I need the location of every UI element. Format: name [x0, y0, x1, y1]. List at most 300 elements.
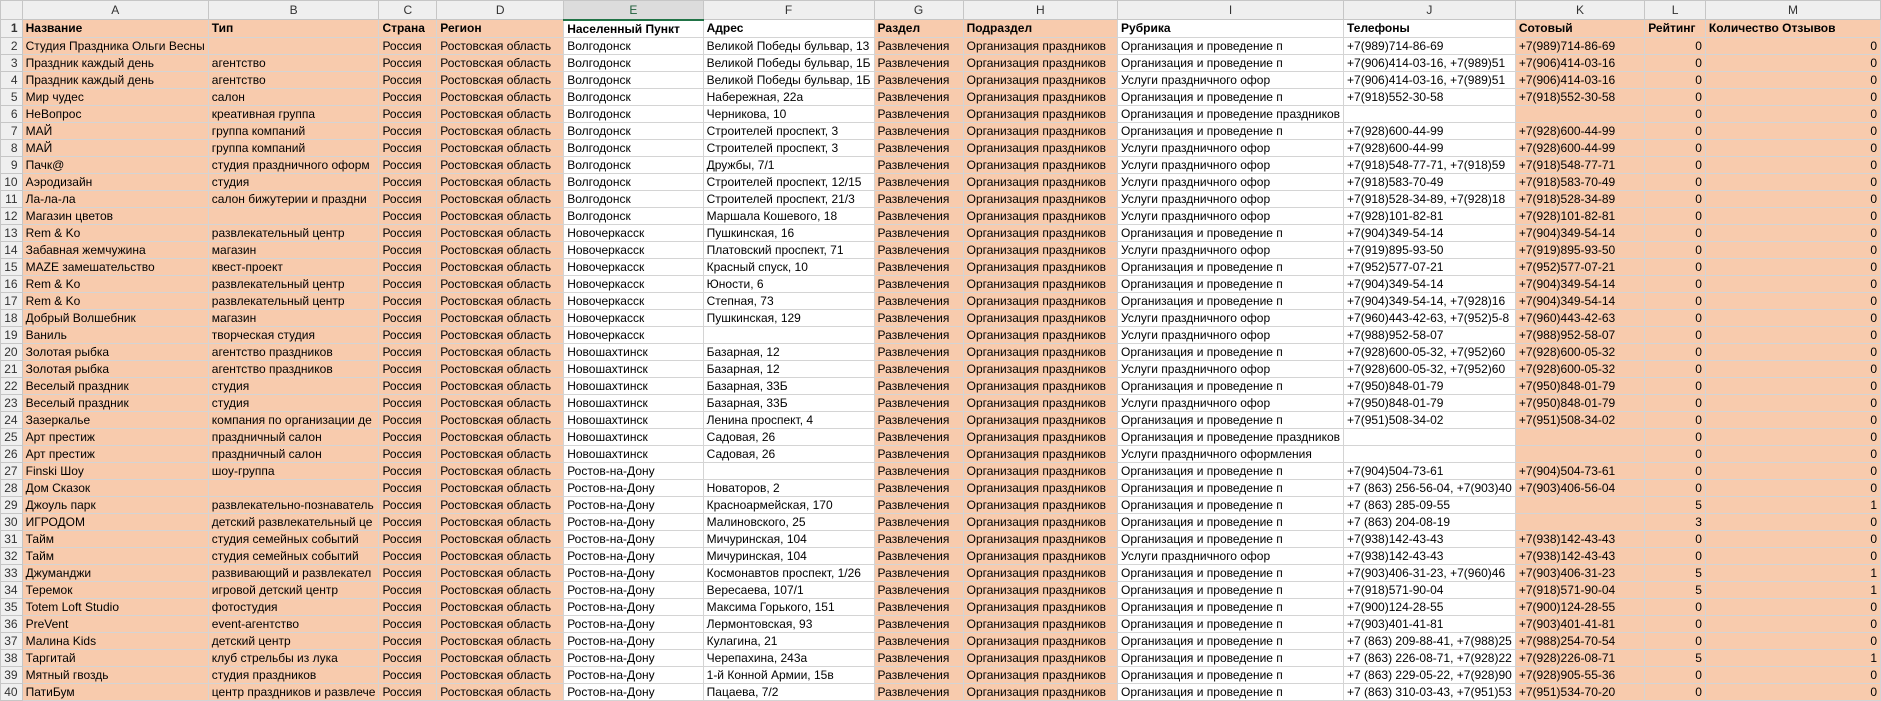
- cell-j[interactable]: +7(904)349-54-14: [1344, 275, 1516, 292]
- cell-e[interactable]: Ростов-на-Дону: [564, 632, 703, 649]
- cell-j[interactable]: +7(918)548-77-71, +7(918)59: [1344, 156, 1516, 173]
- cell-a[interactable]: Мятный гвоздь: [22, 666, 208, 683]
- cell-k[interactable]: +7(928)600-05-32: [1515, 343, 1644, 360]
- cell-d[interactable]: Ростовская область: [437, 105, 564, 122]
- cell-e[interactable]: Ростов-на-Дону: [564, 462, 703, 479]
- cell-k[interactable]: +7(950)848-01-79: [1515, 394, 1644, 411]
- cell-i[interactable]: Услуги праздничного оформления: [1118, 445, 1344, 462]
- column-header-b[interactable]: B: [208, 1, 379, 20]
- cell-g[interactable]: Развлечения: [874, 156, 963, 173]
- cell-g[interactable]: Развлечения: [874, 360, 963, 377]
- cell-d[interactable]: Ростовская область: [437, 513, 564, 530]
- cell-e[interactable]: Волгодонск: [564, 139, 703, 156]
- cell-k[interactable]: +7(903)401-41-81: [1515, 615, 1644, 632]
- cell-f[interactable]: Великой Победы бульвар, 13: [703, 37, 874, 54]
- cell-f[interactable]: Красный спуск, 10: [703, 258, 874, 275]
- cell-l[interactable]: 0: [1645, 190, 1706, 207]
- cell-f[interactable]: Пушкинская, 16: [703, 224, 874, 241]
- cell-g[interactable]: Развлечения: [874, 564, 963, 581]
- cell-h[interactable]: Организация праздников: [963, 428, 1117, 445]
- cell-d[interactable]: Ростовская область: [437, 683, 564, 700]
- column-header-e[interactable]: E: [564, 1, 703, 20]
- column-header-a[interactable]: A: [22, 1, 208, 20]
- cell-i[interactable]: Организация и проведение п: [1118, 479, 1344, 496]
- cell-h[interactable]: Организация праздников: [963, 207, 1117, 224]
- cell-c[interactable]: Россия: [379, 428, 437, 445]
- cell-g[interactable]: Развлечения: [874, 530, 963, 547]
- cell-g[interactable]: Развлечения: [874, 190, 963, 207]
- cell-a[interactable]: Таргитай: [22, 649, 208, 666]
- cell-j[interactable]: +7(952)577-07-21: [1344, 258, 1516, 275]
- cell-m[interactable]: 0: [1705, 105, 1880, 122]
- row-number[interactable]: 21: [1, 360, 23, 377]
- cell-k[interactable]: +7(951)534-70-20: [1515, 683, 1644, 700]
- cell-b[interactable]: event-агентство: [208, 615, 379, 632]
- cell-j[interactable]: +7(918)583-70-49: [1344, 173, 1516, 190]
- cell-b[interactable]: студия семейных событий: [208, 547, 379, 564]
- cell-m[interactable]: 1: [1705, 496, 1880, 513]
- cell-d[interactable]: Ростовская область: [437, 207, 564, 224]
- cell-f[interactable]: Базарная, 33Б: [703, 377, 874, 394]
- cell-c[interactable]: Россия: [379, 343, 437, 360]
- cell-h[interactable]: Организация праздников: [963, 241, 1117, 258]
- cell-b[interactable]: квест-проект: [208, 258, 379, 275]
- cell-e[interactable]: Ростов-на-Дону: [564, 666, 703, 683]
- row-number[interactable]: 39: [1, 666, 23, 683]
- cell-b[interactable]: праздничный салон: [208, 428, 379, 445]
- column-title-cell[interactable]: Количество Отзывов: [1705, 20, 1880, 38]
- cell-d[interactable]: Ростовская область: [437, 615, 564, 632]
- cell-c[interactable]: Россия: [379, 411, 437, 428]
- row-number[interactable]: 7: [1, 122, 23, 139]
- column-title-cell[interactable]: Рубрика: [1118, 20, 1344, 38]
- cell-k[interactable]: +7(918)528-34-89: [1515, 190, 1644, 207]
- cell-e[interactable]: Новошахтинск: [564, 343, 703, 360]
- cell-c[interactable]: Россия: [379, 479, 437, 496]
- cell-f[interactable]: Строителей проспект, 21/3: [703, 190, 874, 207]
- column-title-cell[interactable]: Регион: [437, 20, 564, 38]
- column-header-h[interactable]: H: [963, 1, 1117, 20]
- row-number[interactable]: 33: [1, 564, 23, 581]
- cell-j[interactable]: +7 (863) 226-08-71, +7(928)22: [1344, 649, 1516, 666]
- cell-j[interactable]: +7(928)600-05-32, +7(952)60: [1344, 343, 1516, 360]
- cell-j[interactable]: [1344, 428, 1516, 445]
- cell-g[interactable]: Развлечения: [874, 139, 963, 156]
- cell-e[interactable]: Ростов-на-Дону: [564, 513, 703, 530]
- cell-g[interactable]: Развлечения: [874, 462, 963, 479]
- cell-j[interactable]: +7 (863) 285-09-55: [1344, 496, 1516, 513]
- cell-i[interactable]: Услуги праздничного офор: [1118, 156, 1344, 173]
- cell-k[interactable]: +7(938)142-43-43: [1515, 547, 1644, 564]
- cell-i[interactable]: Организация и проведение п: [1118, 37, 1344, 54]
- row-number[interactable]: 10: [1, 173, 23, 190]
- cell-j[interactable]: [1344, 105, 1516, 122]
- cell-i[interactable]: Организация и проведение п: [1118, 581, 1344, 598]
- cell-f[interactable]: Набережная, 22а: [703, 88, 874, 105]
- cell-m[interactable]: 0: [1705, 547, 1880, 564]
- cell-h[interactable]: Организация праздников: [963, 224, 1117, 241]
- cell-e[interactable]: Новошахтинск: [564, 394, 703, 411]
- cell-a[interactable]: ИГРОДОМ: [22, 513, 208, 530]
- cell-h[interactable]: Организация праздников: [963, 309, 1117, 326]
- cell-k[interactable]: +7(904)349-54-14: [1515, 224, 1644, 241]
- cell-h[interactable]: Организация праздников: [963, 394, 1117, 411]
- cell-d[interactable]: Ростовская область: [437, 632, 564, 649]
- cell-l[interactable]: 0: [1645, 37, 1706, 54]
- cell-l[interactable]: 5: [1645, 496, 1706, 513]
- cell-c[interactable]: Россия: [379, 598, 437, 615]
- row-number[interactable]: 16: [1, 275, 23, 292]
- cell-f[interactable]: Базарная, 33Б: [703, 394, 874, 411]
- cell-e[interactable]: Новошахтинск: [564, 377, 703, 394]
- cell-d[interactable]: Ростовская область: [437, 156, 564, 173]
- cell-d[interactable]: Ростовская область: [437, 581, 564, 598]
- cell-k[interactable]: +7(918)548-77-71: [1515, 156, 1644, 173]
- cell-b[interactable]: студия семейных событий: [208, 530, 379, 547]
- cell-e[interactable]: Ростов-на-Дону: [564, 564, 703, 581]
- cell-d[interactable]: Ростовская область: [437, 71, 564, 88]
- cell-m[interactable]: 0: [1705, 343, 1880, 360]
- cell-b[interactable]: креативная группа: [208, 105, 379, 122]
- cell-e[interactable]: Ростов-на-Дону: [564, 581, 703, 598]
- cell-i[interactable]: Организация и проведение п: [1118, 666, 1344, 683]
- cell-a[interactable]: Праздник каждый день: [22, 71, 208, 88]
- cell-f[interactable]: Черепахина, 243а: [703, 649, 874, 666]
- cell-h[interactable]: Организация праздников: [963, 632, 1117, 649]
- cell-a[interactable]: Rem & Ko: [22, 275, 208, 292]
- cell-a[interactable]: Finski Шоу: [22, 462, 208, 479]
- cell-f[interactable]: Великой Победы бульвар, 1Б: [703, 71, 874, 88]
- cell-e[interactable]: Волгодонск: [564, 88, 703, 105]
- cell-b[interactable]: группа компаний: [208, 139, 379, 156]
- cell-k[interactable]: +7(928)600-44-99: [1515, 122, 1644, 139]
- cell-d[interactable]: Ростовская область: [437, 326, 564, 343]
- cell-j[interactable]: +7(903)401-41-81: [1344, 615, 1516, 632]
- cell-m[interactable]: 0: [1705, 445, 1880, 462]
- cell-m[interactable]: 0: [1705, 71, 1880, 88]
- cell-e[interactable]: Ростов-на-Дону: [564, 496, 703, 513]
- cell-b[interactable]: [208, 207, 379, 224]
- cell-h[interactable]: Организация праздников: [963, 37, 1117, 54]
- cell-g[interactable]: Развлечения: [874, 173, 963, 190]
- cell-c[interactable]: Россия: [379, 496, 437, 513]
- cell-a[interactable]: Rem & Ko: [22, 292, 208, 309]
- cell-h[interactable]: Организация праздников: [963, 377, 1117, 394]
- row-number[interactable]: 26: [1, 445, 23, 462]
- cell-a[interactable]: Пачк@: [22, 156, 208, 173]
- row-number[interactable]: 6: [1, 105, 23, 122]
- cell-i[interactable]: Организация и проведение п: [1118, 530, 1344, 547]
- cell-l[interactable]: 0: [1645, 326, 1706, 343]
- cell-b[interactable]: развлекательный центр: [208, 275, 379, 292]
- cell-m[interactable]: 0: [1705, 122, 1880, 139]
- cell-e[interactable]: Новочеркасск: [564, 224, 703, 241]
- cell-g[interactable]: Развлечения: [874, 54, 963, 71]
- cell-i[interactable]: Организация и проведение п: [1118, 224, 1344, 241]
- cell-j[interactable]: +7(903)406-31-23, +7(960)46: [1344, 564, 1516, 581]
- cell-i[interactable]: Организация и проведение п: [1118, 598, 1344, 615]
- cell-f[interactable]: 1-й Конной Армии, 15в: [703, 666, 874, 683]
- row-number[interactable]: 35: [1, 598, 23, 615]
- cell-g[interactable]: Развлечения: [874, 241, 963, 258]
- cell-m[interactable]: 0: [1705, 513, 1880, 530]
- cell-e[interactable]: Ростов-на-Дону: [564, 615, 703, 632]
- cell-j[interactable]: +7(904)504-73-61: [1344, 462, 1516, 479]
- row-number[interactable]: 8: [1, 139, 23, 156]
- cell-h[interactable]: Организация праздников: [963, 683, 1117, 700]
- cell-m[interactable]: 0: [1705, 462, 1880, 479]
- cell-f[interactable]: Красноармейская, 170: [703, 496, 874, 513]
- cell-l[interactable]: 5: [1645, 564, 1706, 581]
- cell-c[interactable]: Россия: [379, 615, 437, 632]
- cell-g[interactable]: Развлечения: [874, 683, 963, 700]
- cell-m[interactable]: 0: [1705, 598, 1880, 615]
- row-number[interactable]: 31: [1, 530, 23, 547]
- cell-m[interactable]: 0: [1705, 173, 1880, 190]
- cell-h[interactable]: Организация праздников: [963, 564, 1117, 581]
- row-number[interactable]: 2: [1, 37, 23, 54]
- cell-a[interactable]: Студия Праздника Ольги Весны: [22, 37, 208, 54]
- cell-i[interactable]: Услуги праздничного офор: [1118, 173, 1344, 190]
- row-number[interactable]: 5: [1, 88, 23, 105]
- cell-h[interactable]: Организация праздников: [963, 173, 1117, 190]
- cell-d[interactable]: Ростовская область: [437, 275, 564, 292]
- cell-d[interactable]: Ростовская область: [437, 309, 564, 326]
- cell-d[interactable]: Ростовская область: [437, 411, 564, 428]
- cell-i[interactable]: Организация и проведение п: [1118, 122, 1344, 139]
- cell-a[interactable]: Джуманджи: [22, 564, 208, 581]
- cell-g[interactable]: Развлечения: [874, 309, 963, 326]
- row-number[interactable]: 34: [1, 581, 23, 598]
- cell-g[interactable]: Развлечения: [874, 88, 963, 105]
- cell-f[interactable]: Малиновского, 25: [703, 513, 874, 530]
- cell-l[interactable]: 0: [1645, 462, 1706, 479]
- column-header-f[interactable]: F: [703, 1, 874, 20]
- cell-i[interactable]: Услуги праздничного офор: [1118, 71, 1344, 88]
- row-number[interactable]: 28: [1, 479, 23, 496]
- cell-i[interactable]: Услуги праздничного офор: [1118, 547, 1344, 564]
- cell-f[interactable]: Базарная, 12: [703, 360, 874, 377]
- cell-b[interactable]: [208, 479, 379, 496]
- cell-g[interactable]: Развлечения: [874, 224, 963, 241]
- cell-f[interactable]: Космонавтов проспект, 1/26: [703, 564, 874, 581]
- cell-j[interactable]: +7(928)101-82-81: [1344, 207, 1516, 224]
- cell-f[interactable]: Мичуринская, 104: [703, 530, 874, 547]
- cell-f[interactable]: Строителей проспект, 3: [703, 122, 874, 139]
- cell-b[interactable]: студия: [208, 394, 379, 411]
- column-title-cell[interactable]: Населенный Пункт: [564, 20, 703, 38]
- cell-j[interactable]: +7(904)349-54-14: [1344, 224, 1516, 241]
- row-number[interactable]: 15: [1, 258, 23, 275]
- row-number[interactable]: 3: [1, 54, 23, 71]
- cell-m[interactable]: 0: [1705, 241, 1880, 258]
- cell-f[interactable]: Кулагина, 21: [703, 632, 874, 649]
- cell-f[interactable]: Новаторов, 2: [703, 479, 874, 496]
- cell-i[interactable]: Организация и проведение п: [1118, 88, 1344, 105]
- cell-g[interactable]: Развлечения: [874, 105, 963, 122]
- cell-g[interactable]: Развлечения: [874, 394, 963, 411]
- cell-d[interactable]: Ростовская область: [437, 496, 564, 513]
- cell-d[interactable]: Ростовская область: [437, 394, 564, 411]
- cell-j[interactable]: +7(928)600-05-32, +7(952)60: [1344, 360, 1516, 377]
- cell-c[interactable]: Россия: [379, 173, 437, 190]
- cell-g[interactable]: Развлечения: [874, 496, 963, 513]
- cell-b[interactable]: агентство праздников: [208, 343, 379, 360]
- column-header-c[interactable]: C: [379, 1, 437, 20]
- cell-l[interactable]: 0: [1645, 241, 1706, 258]
- cell-a[interactable]: Дом Сказок: [22, 479, 208, 496]
- cell-f[interactable]: [703, 326, 874, 343]
- cell-b[interactable]: салон бижутерии и праздни: [208, 190, 379, 207]
- cell-a[interactable]: Добрый Волшебник: [22, 309, 208, 326]
- column-header-j[interactable]: J: [1344, 1, 1516, 20]
- cell-d[interactable]: Ростовская область: [437, 173, 564, 190]
- cell-j[interactable]: +7 (863) 229-05-22, +7(928)90: [1344, 666, 1516, 683]
- cell-g[interactable]: Развлечения: [874, 258, 963, 275]
- cell-b[interactable]: компания по организации де: [208, 411, 379, 428]
- cell-i[interactable]: Услуги праздничного офор: [1118, 190, 1344, 207]
- cell-c[interactable]: Россия: [379, 326, 437, 343]
- cell-i[interactable]: Организация и проведение п: [1118, 292, 1344, 309]
- cell-m[interactable]: 0: [1705, 632, 1880, 649]
- cell-e[interactable]: Волгодонск: [564, 173, 703, 190]
- cell-i[interactable]: Услуги праздничного офор: [1118, 241, 1344, 258]
- cell-g[interactable]: Развлечения: [874, 632, 963, 649]
- cell-k[interactable]: +7(988)952-58-07: [1515, 326, 1644, 343]
- cell-b[interactable]: агентство: [208, 54, 379, 71]
- cell-e[interactable]: Новочеркасск: [564, 309, 703, 326]
- cell-j[interactable]: +7(950)848-01-79: [1344, 377, 1516, 394]
- cell-l[interactable]: 0: [1645, 258, 1706, 275]
- cell-c[interactable]: Россия: [379, 649, 437, 666]
- cell-i[interactable]: Услуги праздничного офор: [1118, 360, 1344, 377]
- cell-f[interactable]: Пацаева, 7/2: [703, 683, 874, 700]
- cell-i[interactable]: Организация и проведение п: [1118, 462, 1344, 479]
- cell-i[interactable]: Услуги праздничного офор: [1118, 139, 1344, 156]
- cell-m[interactable]: 0: [1705, 530, 1880, 547]
- cell-j[interactable]: +7(951)508-34-02: [1344, 411, 1516, 428]
- cell-m[interactable]: 0: [1705, 683, 1880, 700]
- column-header-d[interactable]: D: [437, 1, 564, 20]
- cell-j[interactable]: +7(900)124-28-55: [1344, 598, 1516, 615]
- row-number[interactable]: 1: [1, 20, 23, 38]
- row-number[interactable]: 24: [1, 411, 23, 428]
- cell-g[interactable]: Развлечения: [874, 377, 963, 394]
- cell-m[interactable]: 1: [1705, 649, 1880, 666]
- cell-l[interactable]: 0: [1645, 207, 1706, 224]
- cell-b[interactable]: детский развлекательный це: [208, 513, 379, 530]
- cell-j[interactable]: +7(950)848-01-79: [1344, 394, 1516, 411]
- cell-e[interactable]: Новошахтинск: [564, 445, 703, 462]
- cell-h[interactable]: Организация праздников: [963, 343, 1117, 360]
- cell-j[interactable]: +7 (863) 204-08-19: [1344, 513, 1516, 530]
- row-number[interactable]: 18: [1, 309, 23, 326]
- column-title-cell[interactable]: Рейтинг: [1645, 20, 1706, 38]
- cell-j[interactable]: +7 (863) 310-03-43, +7(951)53: [1344, 683, 1516, 700]
- cell-k[interactable]: +7(918)552-30-58: [1515, 88, 1644, 105]
- cell-a[interactable]: Праздник каждый день: [22, 54, 208, 71]
- cell-k[interactable]: +7(918)583-70-49: [1515, 173, 1644, 190]
- cell-f[interactable]: Дружбы, 7/1: [703, 156, 874, 173]
- cell-k[interactable]: +7(900)124-28-55: [1515, 598, 1644, 615]
- cell-m[interactable]: 0: [1705, 258, 1880, 275]
- cell-i[interactable]: Организация и проведение п: [1118, 343, 1344, 360]
- cell-g[interactable]: Развлечения: [874, 343, 963, 360]
- cell-l[interactable]: 3: [1645, 513, 1706, 530]
- cell-l[interactable]: 0: [1645, 411, 1706, 428]
- cell-k[interactable]: +7(928)600-44-99: [1515, 139, 1644, 156]
- cell-d[interactable]: Ростовская область: [437, 377, 564, 394]
- cell-d[interactable]: Ростовская область: [437, 258, 564, 275]
- cell-i[interactable]: Организация и проведение праздников: [1118, 105, 1344, 122]
- column-title-cell[interactable]: Адрес: [703, 20, 874, 38]
- cell-l[interactable]: 0: [1645, 683, 1706, 700]
- cell-d[interactable]: Ростовская область: [437, 241, 564, 258]
- cell-k[interactable]: +7(904)504-73-61: [1515, 462, 1644, 479]
- cell-h[interactable]: Организация праздников: [963, 513, 1117, 530]
- cell-m[interactable]: 0: [1705, 37, 1880, 54]
- cell-g[interactable]: Развлечения: [874, 207, 963, 224]
- cell-b[interactable]: развлекательно-познаватель: [208, 496, 379, 513]
- cell-h[interactable]: Организация праздников: [963, 445, 1117, 462]
- cell-c[interactable]: Россия: [379, 241, 437, 258]
- cell-c[interactable]: Россия: [379, 37, 437, 54]
- cell-b[interactable]: студия: [208, 173, 379, 190]
- cell-k[interactable]: +7(928)600-05-32: [1515, 360, 1644, 377]
- cell-k[interactable]: +7(950)848-01-79: [1515, 377, 1644, 394]
- cell-g[interactable]: Развлечения: [874, 581, 963, 598]
- cell-g[interactable]: Развлечения: [874, 547, 963, 564]
- cell-d[interactable]: Ростовская область: [437, 666, 564, 683]
- cell-k[interactable]: +7(903)406-31-23: [1515, 564, 1644, 581]
- cell-l[interactable]: 0: [1645, 275, 1706, 292]
- cell-h[interactable]: Организация праздников: [963, 122, 1117, 139]
- cell-j[interactable]: +7(928)600-44-99: [1344, 122, 1516, 139]
- cell-d[interactable]: Ростовская область: [437, 224, 564, 241]
- row-number[interactable]: 32: [1, 547, 23, 564]
- cell-k[interactable]: [1515, 513, 1644, 530]
- cell-b[interactable]: праздничный салон: [208, 445, 379, 462]
- cell-e[interactable]: Волгодонск: [564, 122, 703, 139]
- cell-l[interactable]: 0: [1645, 445, 1706, 462]
- cell-m[interactable]: 0: [1705, 190, 1880, 207]
- cell-d[interactable]: Ростовская область: [437, 139, 564, 156]
- cell-d[interactable]: Ростовская область: [437, 428, 564, 445]
- cell-m[interactable]: 0: [1705, 139, 1880, 156]
- cell-i[interactable]: Организация и проведение п: [1118, 54, 1344, 71]
- cell-a[interactable]: Зазеркалье: [22, 411, 208, 428]
- cell-l[interactable]: 0: [1645, 428, 1706, 445]
- cell-a[interactable]: ПатиБум: [22, 683, 208, 700]
- cell-f[interactable]: Пушкинская, 129: [703, 309, 874, 326]
- cell-c[interactable]: Россия: [379, 71, 437, 88]
- cell-i[interactable]: Организация и проведение п: [1118, 632, 1344, 649]
- cell-a[interactable]: Арт престиж: [22, 428, 208, 445]
- cell-h[interactable]: Организация праздников: [963, 666, 1117, 683]
- cell-k[interactable]: +7(906)414-03-16: [1515, 71, 1644, 88]
- cell-d[interactable]: Ростовская область: [437, 360, 564, 377]
- cell-b[interactable]: шоу-группа: [208, 462, 379, 479]
- cell-l[interactable]: 0: [1645, 105, 1706, 122]
- cell-h[interactable]: Организация праздников: [963, 360, 1117, 377]
- cell-m[interactable]: 0: [1705, 411, 1880, 428]
- cell-h[interactable]: Организация праздников: [963, 88, 1117, 105]
- cell-h[interactable]: Организация праздников: [963, 411, 1117, 428]
- cell-m[interactable]: 0: [1705, 360, 1880, 377]
- cell-l[interactable]: 0: [1645, 615, 1706, 632]
- cell-k[interactable]: +7(951)508-34-02: [1515, 411, 1644, 428]
- column-header-m[interactable]: M: [1705, 1, 1880, 20]
